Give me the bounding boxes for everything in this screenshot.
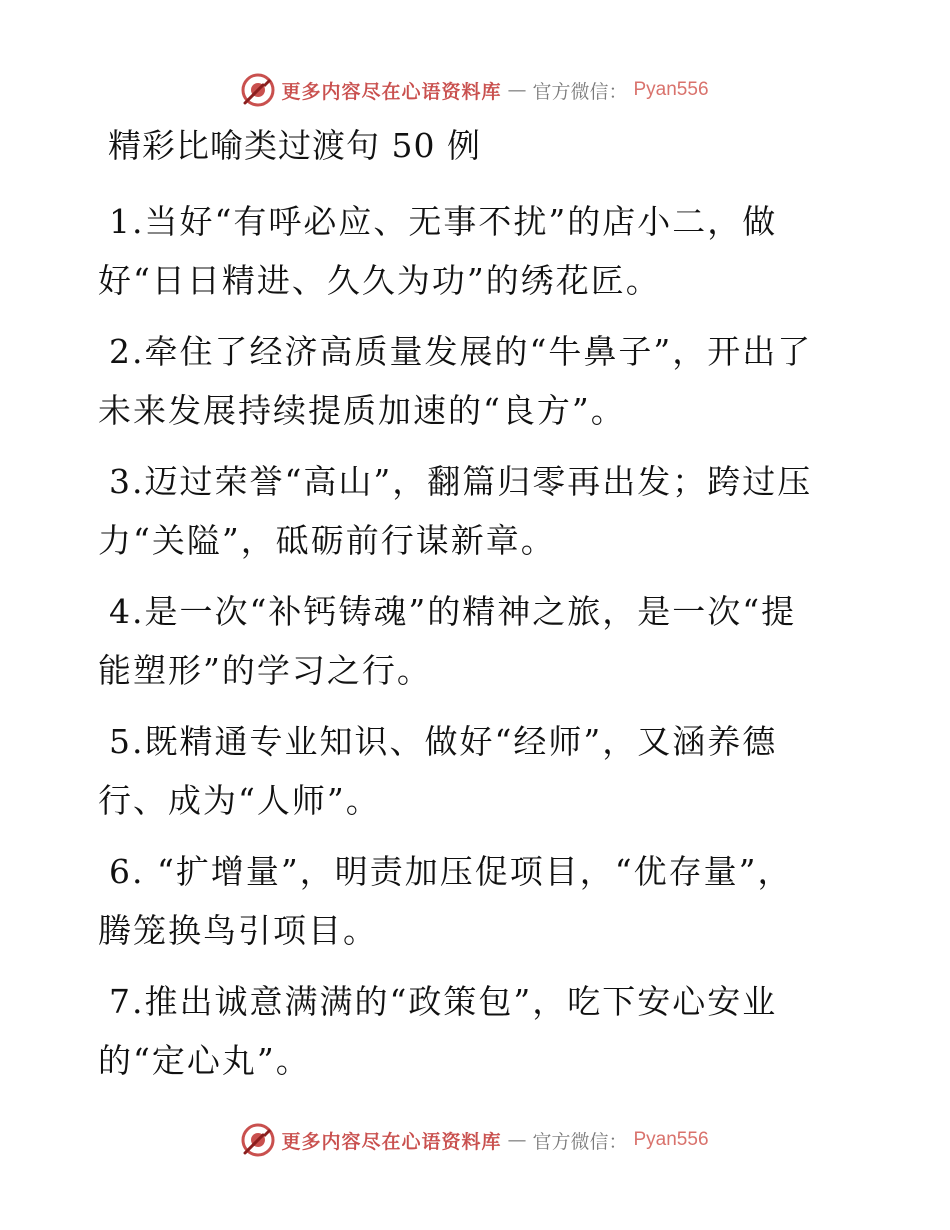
header-banner xyxy=(0,70,950,110)
item-line-1: 1.当好“有呼必应、无事不扰”的店小二，做 xyxy=(109,202,778,241)
item-line-2: 的“定心丸”。 xyxy=(98,1041,311,1080)
item-line-1: 3.迈过荣誉“高山”，翻篇归零再出发；跨过压 xyxy=(109,462,813,501)
item-line-2: 力“关隘”，砥砺前行谋新章。 xyxy=(98,521,556,560)
item-line-1: 5.既精通专业知识、做好“经师”，又涵养德 xyxy=(109,722,778,761)
banner-wechat-label: 官方微信： xyxy=(532,80,628,103)
list-item xyxy=(98,842,838,972)
item-line-1: 7.推出诚意满满的“政策包”，吃下安心安业 xyxy=(109,982,778,1021)
item-line-1: 6. “扩增量”，明责加压促项目，“优存量”， xyxy=(109,852,793,891)
banner-text: 更多内容尽在心语资料库 xyxy=(281,1130,502,1153)
banner-text: 更多内容尽在心语资料库 xyxy=(281,80,502,103)
footer-banner xyxy=(0,1120,950,1160)
list-item xyxy=(98,712,838,842)
item-line-2: 好“日日精进、久久为功”的绣花匠。 xyxy=(98,261,661,300)
list-item xyxy=(98,972,838,1102)
document-title: 精彩比喻类过渡句 50 例 xyxy=(108,126,481,165)
banner-wechat-id: Pyan556 xyxy=(633,1129,709,1150)
list-item xyxy=(98,452,838,582)
sentence-list xyxy=(98,192,838,1102)
brand-logo-icon xyxy=(241,1123,275,1157)
banner-dash: — xyxy=(507,1129,527,1151)
banner-dash: — xyxy=(507,79,527,101)
banner-wechat-label: 官方微信： xyxy=(532,1130,628,1153)
list-item xyxy=(98,322,838,452)
item-line-2: 能塑形”的学习之行。 xyxy=(98,651,432,690)
item-line-1: 4.是一次“补钙铸魂”的精神之旅，是一次“提 xyxy=(109,592,797,631)
item-line-2: 腾笼换鸟引项目。 xyxy=(98,911,378,950)
item-line-2: 行、成为“人师”。 xyxy=(98,781,381,820)
list-item xyxy=(98,192,838,322)
list-item xyxy=(98,582,838,712)
item-line-1: 2.牵住了经济高质量发展的“牛鼻子”，开出了 xyxy=(109,332,813,371)
banner-wechat-id: Pyan556 xyxy=(633,79,709,100)
brand-logo-icon xyxy=(241,73,275,107)
item-line-2: 未来发展持续提质加速的“良方”。 xyxy=(98,391,626,430)
